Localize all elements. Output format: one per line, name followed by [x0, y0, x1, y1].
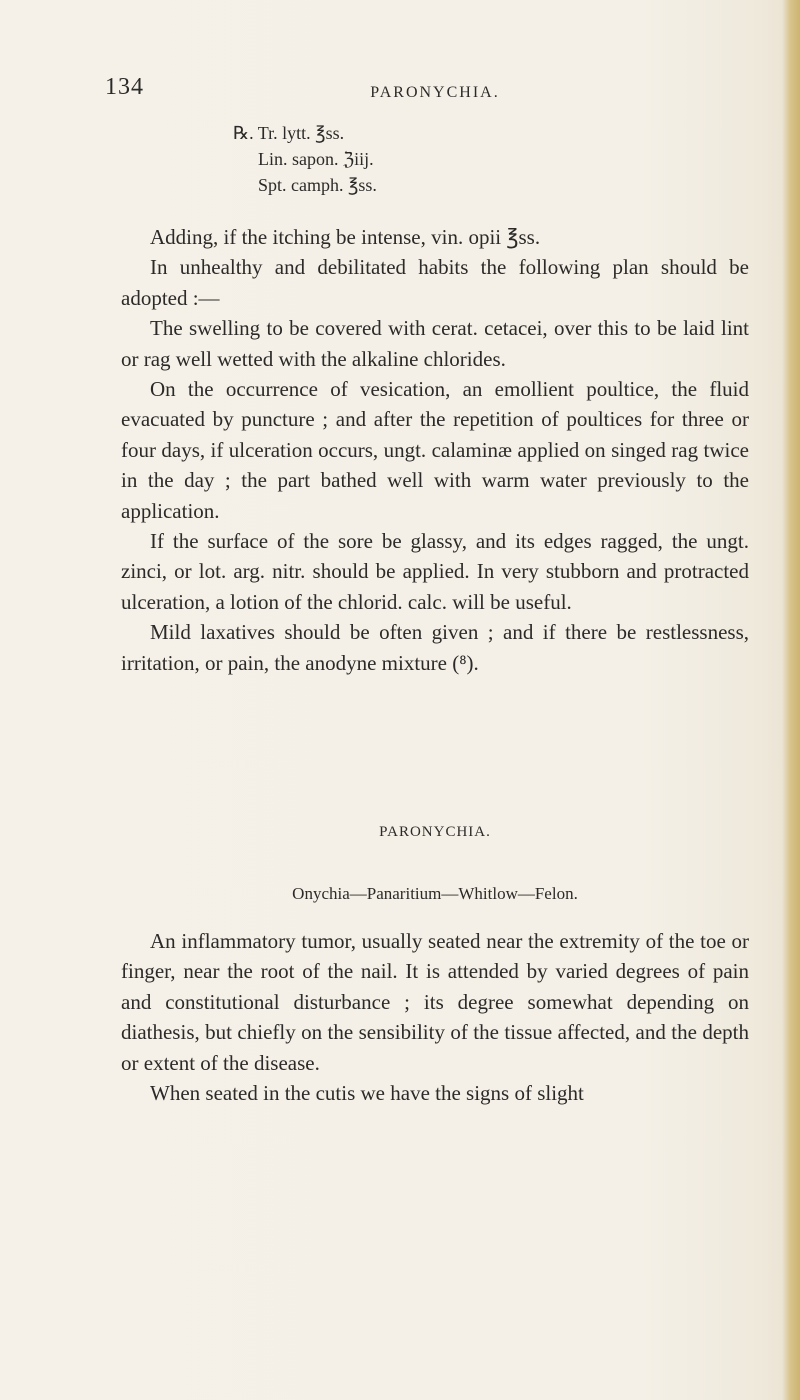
paragraph: If the surface of the sore be glassy, and its edges ragged, the ungt. zinci, or lot. arg. nitr. should be applied. In very stubborn and protracted ulceration, a lotion of the chlorid. calc. will be useful. [121, 529, 749, 614]
section-title: PARONYCHIA. [379, 824, 491, 840]
paragraph: In unhealthy and debilitated habits the following plan should be adopted :— [121, 255, 749, 310]
paragraph: An inflammatory tumor, usually seated near the extremity of the toe or finger, near the root of the nail. It is attended by varied degrees of pain and constitutional disturbance ; its degree somewhat depending on diathesis, but chiefly on the sensibility of the tissue affected, and the depth or extent of the disease. [121, 929, 749, 1075]
text-block-paronychia [121, 926, 749, 1108]
prescription-line: Spt. camph. ℥ss. [258, 175, 377, 195]
paragraph: On the occurrence of vesication, an emollient poultice, the fluid evacuated by puncture ; and after the repetition of poultices for three or four days, if ulceration occurs, ungt. calaminæ applied on singed rag twice in the day ; the part bathed well with warm water previously to the application. [121, 377, 749, 523]
page-edge-shading [782, 0, 800, 1400]
prescription-line: Lin. sapon. ℨiij. [258, 149, 374, 169]
text-block-treatment [121, 222, 749, 678]
paragraph: The swelling to be covered with cerat. cetacei, over this to be laid lint or rag well wetted with the alkaline chlorides. [121, 316, 749, 371]
paragraph: When seated in the cutis we have the signs of slight [150, 1081, 584, 1106]
section-synonyms: Onychia—Panaritium—Whitlow—Felon. [292, 884, 578, 903]
page-header [105, 74, 765, 110]
page-number: 134 [105, 74, 144, 100]
prescription-line: ℞. Tr. lytt. ℥ss. [233, 123, 345, 143]
prescription [233, 120, 377, 198]
paragraph: Mild laxatives should be often given ; and if there be restlessness, irritation, or pain, the anodyne mixture (⁸). [121, 620, 749, 675]
paragraph: Adding, if the itching be intense, vin. opii ℥ss. [150, 225, 541, 249]
running-head: PARONYCHIA. [370, 84, 500, 101]
